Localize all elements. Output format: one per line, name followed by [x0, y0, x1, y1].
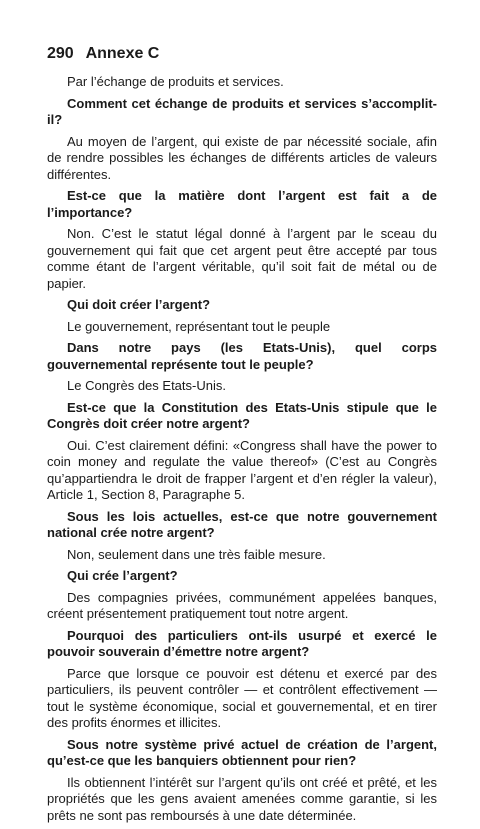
answer: Des compagnies privées, communément appelées banques, créent présentement pratiquement tout notre argent. [47, 589, 437, 621]
qa-entry [47, 297, 437, 335]
question: Est-ce que la Constitution des Etats-Unis stipule que le Congrès doit créer notre argent? [47, 399, 437, 431]
question: Sous les lois actuelles, est-ce que notre gouvernement national crée notre argent? [47, 508, 437, 540]
question: Qui doit créer l’argent? [67, 297, 211, 312]
answer: Parce que lorsque ce pouvoir est détenu et exercé par des particuliers, ils peuvent contrôler — et contrôlent effectivement — tout le système économique, social et gouvernemental, et en tirer des profits énormes et illicites. [47, 665, 437, 730]
running-header [47, 44, 437, 64]
answer: Au moyen de l’argent, qui existe de par nécessité sociale, afin de rendre possibles les échanges de différents articles de valeurs différentes. [47, 133, 437, 182]
question: Qui crée l’argent? [67, 568, 178, 583]
answer: Oui. C’est clairement défini: «Congress shall have the power to coin money and regulate the value thereof» (C’est au Congrès qu’appartiendra le droit de frapper l’argent et d’en régler la valeur), Article 1, Section 8, Paragraphe 5. [47, 437, 437, 502]
answer: Le gouvernement, représentant tout le peuple [67, 318, 331, 334]
answer: Non. C’est le statut légal donné à l’argent par le sceau du gouvernement qui fait que cet argent peut être accepté par tous comme étant de l’argent véritable, qu’il soit fait de métal ou de papier. [47, 226, 437, 291]
answer: Le Congrès des Etats-Unis. [67, 378, 226, 393]
qa-entry [47, 568, 437, 623]
section-title: Annexe C [85, 45, 160, 62]
question: Sous notre système privé actuel de création de l’argent, qu’est-ce que les banquiers obtiennent pour rien? [47, 736, 437, 768]
question: Dans notre pays (les Etats-Unis), quel corps gouvernemental représente tout le peuple? [47, 340, 437, 372]
question: Est-ce que la matière dont l’argent est fait a de l’importance? [47, 188, 437, 220]
qa-entry [47, 400, 437, 504]
answer: Ils obtiennent l’intérêt sur l’argent qu’ils ont créé et prêté, et les propriétés que les gens avaient amenées comme garantie, si les prêts ne sont pas remboursés à une date déterminée. [47, 774, 437, 823]
qa-entry [47, 340, 437, 395]
qa-entry [47, 628, 437, 732]
qa-entry [47, 188, 437, 292]
page-number: 290 [47, 45, 74, 62]
intro-paragraph: Par l’échange de produits et services. [67, 74, 284, 89]
question: Pourquoi des particuliers ont-ils usurpé et exercé le pouvoir souverain d’émettre notre argent? [47, 627, 437, 659]
answer: Non, seulement dans une très faible mesure. [67, 546, 326, 562]
qa-entry [47, 737, 437, 825]
question: Comment cet échange de produits et services s’accomplit-il? [47, 95, 437, 127]
qa-entry [47, 96, 437, 184]
book-page [47, 44, 437, 829]
qa-entry [47, 509, 437, 564]
